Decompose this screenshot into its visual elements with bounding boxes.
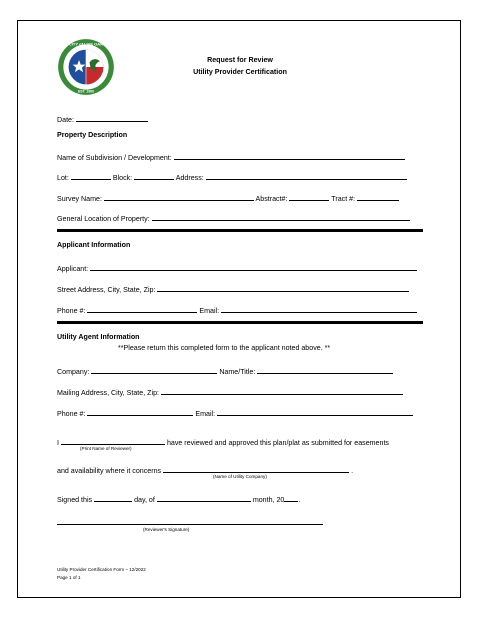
name-title-label: Name/Title: [219, 368, 256, 376]
block-label: Block: [112, 174, 133, 182]
lot-label: Lot: [57, 174, 69, 182]
signature-line[interactable] [57, 524, 323, 525]
street-label: Street Address, City, State, Zip: [57, 286, 156, 294]
applicant-phone-label: Phone #: [57, 307, 86, 315]
utility-phone-email-row [57, 408, 413, 419]
company-field[interactable] [91, 366, 217, 374]
title-line-1: Request for Review [207, 56, 273, 64]
reviewer-name-field[interactable] [61, 437, 165, 445]
tract-label: Tract #: [331, 195, 356, 203]
day-of-label: day, of [134, 496, 155, 504]
signed-row: Signed this day, of month, 20 . [57, 496, 301, 504]
survey-row [57, 193, 399, 204]
lot-field[interactable] [71, 172, 111, 180]
month-label: month, 20 [252, 496, 285, 504]
city-seal-logo [57, 38, 115, 96]
subdivision-field[interactable] [174, 152, 405, 160]
signature-caption: (Reviewer's Signature) [143, 527, 190, 532]
year-field[interactable] [284, 494, 298, 502]
street-row [57, 284, 409, 295]
utility-phone-field[interactable] [87, 408, 193, 416]
applicant-label: Applicant: [57, 265, 89, 273]
signed-this-label: Signed this [57, 496, 93, 504]
title-line-2: Utility Provider Certification [193, 68, 287, 76]
date-field[interactable] [76, 114, 148, 122]
applicant-heading: Applicant Information [57, 241, 131, 249]
utility-company-field[interactable] [163, 465, 349, 473]
utility-phone-label: Phone #: [57, 410, 86, 418]
subdivision-row [57, 152, 405, 163]
property-heading: Property Description [57, 131, 128, 139]
survey-label: Survey Name: [57, 195, 102, 203]
statement-i: I [57, 439, 59, 447]
address-label: Address: [175, 174, 204, 182]
section-divider [57, 229, 423, 232]
street-field[interactable] [157, 284, 409, 292]
location-field[interactable] [152, 213, 410, 221]
applicant-phone-field[interactable] [87, 305, 197, 313]
date-label: Date: [57, 116, 74, 124]
return-note: **Please return this completed form to the applicant noted above. ** [118, 344, 331, 352]
address-field[interactable] [206, 172, 407, 180]
abstract-label: Abstract#: [255, 195, 288, 203]
location-label: General Location of Property: [57, 215, 150, 223]
utility-heading: Utility Agent Information [57, 333, 140, 341]
survey-field[interactable] [104, 193, 254, 201]
seal-bottom-text: EST. 1960 [77, 89, 95, 94]
lot-block-address-row [57, 172, 407, 183]
availability-label: and availability where it concerns [57, 467, 162, 475]
applicant-email-label: Email: [199, 307, 220, 315]
company-row [57, 366, 393, 377]
footer-page-number: Page 1 of 1 [57, 575, 81, 580]
seal-top-text: CITY of LIVE OAK [68, 41, 104, 47]
section-divider [57, 321, 423, 324]
name-title-field[interactable] [257, 366, 393, 374]
mailing-label: Mailing Address, City, State, Zip: [57, 389, 159, 397]
day-field[interactable] [94, 494, 132, 502]
footer-form-id: Utility Provider Certification Form – 12/2022 [57, 567, 146, 572]
mailing-row [57, 387, 403, 398]
block-field[interactable] [134, 172, 174, 180]
statement-text: have reviewed and approved this plan/plat as submitted for easements [166, 439, 389, 447]
applicant-field[interactable] [90, 263, 417, 271]
applicant-row [57, 263, 417, 274]
subdivision-label: Name of Subdivision / Development: [57, 154, 172, 162]
abstract-field[interactable] [289, 193, 329, 201]
month-field[interactable] [157, 494, 251, 502]
location-row [57, 213, 410, 224]
company-label: Company: [57, 368, 90, 376]
applicant-phone-email-row [57, 305, 417, 316]
applicant-email-field[interactable] [221, 305, 417, 313]
availability-period: . [351, 467, 354, 475]
print-name-caption: (Print Name of Reviewer) [80, 446, 132, 451]
utility-email-label: Email: [195, 410, 216, 418]
tract-field[interactable] [357, 193, 399, 201]
utility-company-caption: (Name of Utility Company) [213, 474, 267, 479]
date-row [57, 114, 148, 125]
mailing-field[interactable] [161, 387, 403, 395]
utility-email-field[interactable] [217, 408, 413, 416]
availability-row [57, 465, 353, 476]
